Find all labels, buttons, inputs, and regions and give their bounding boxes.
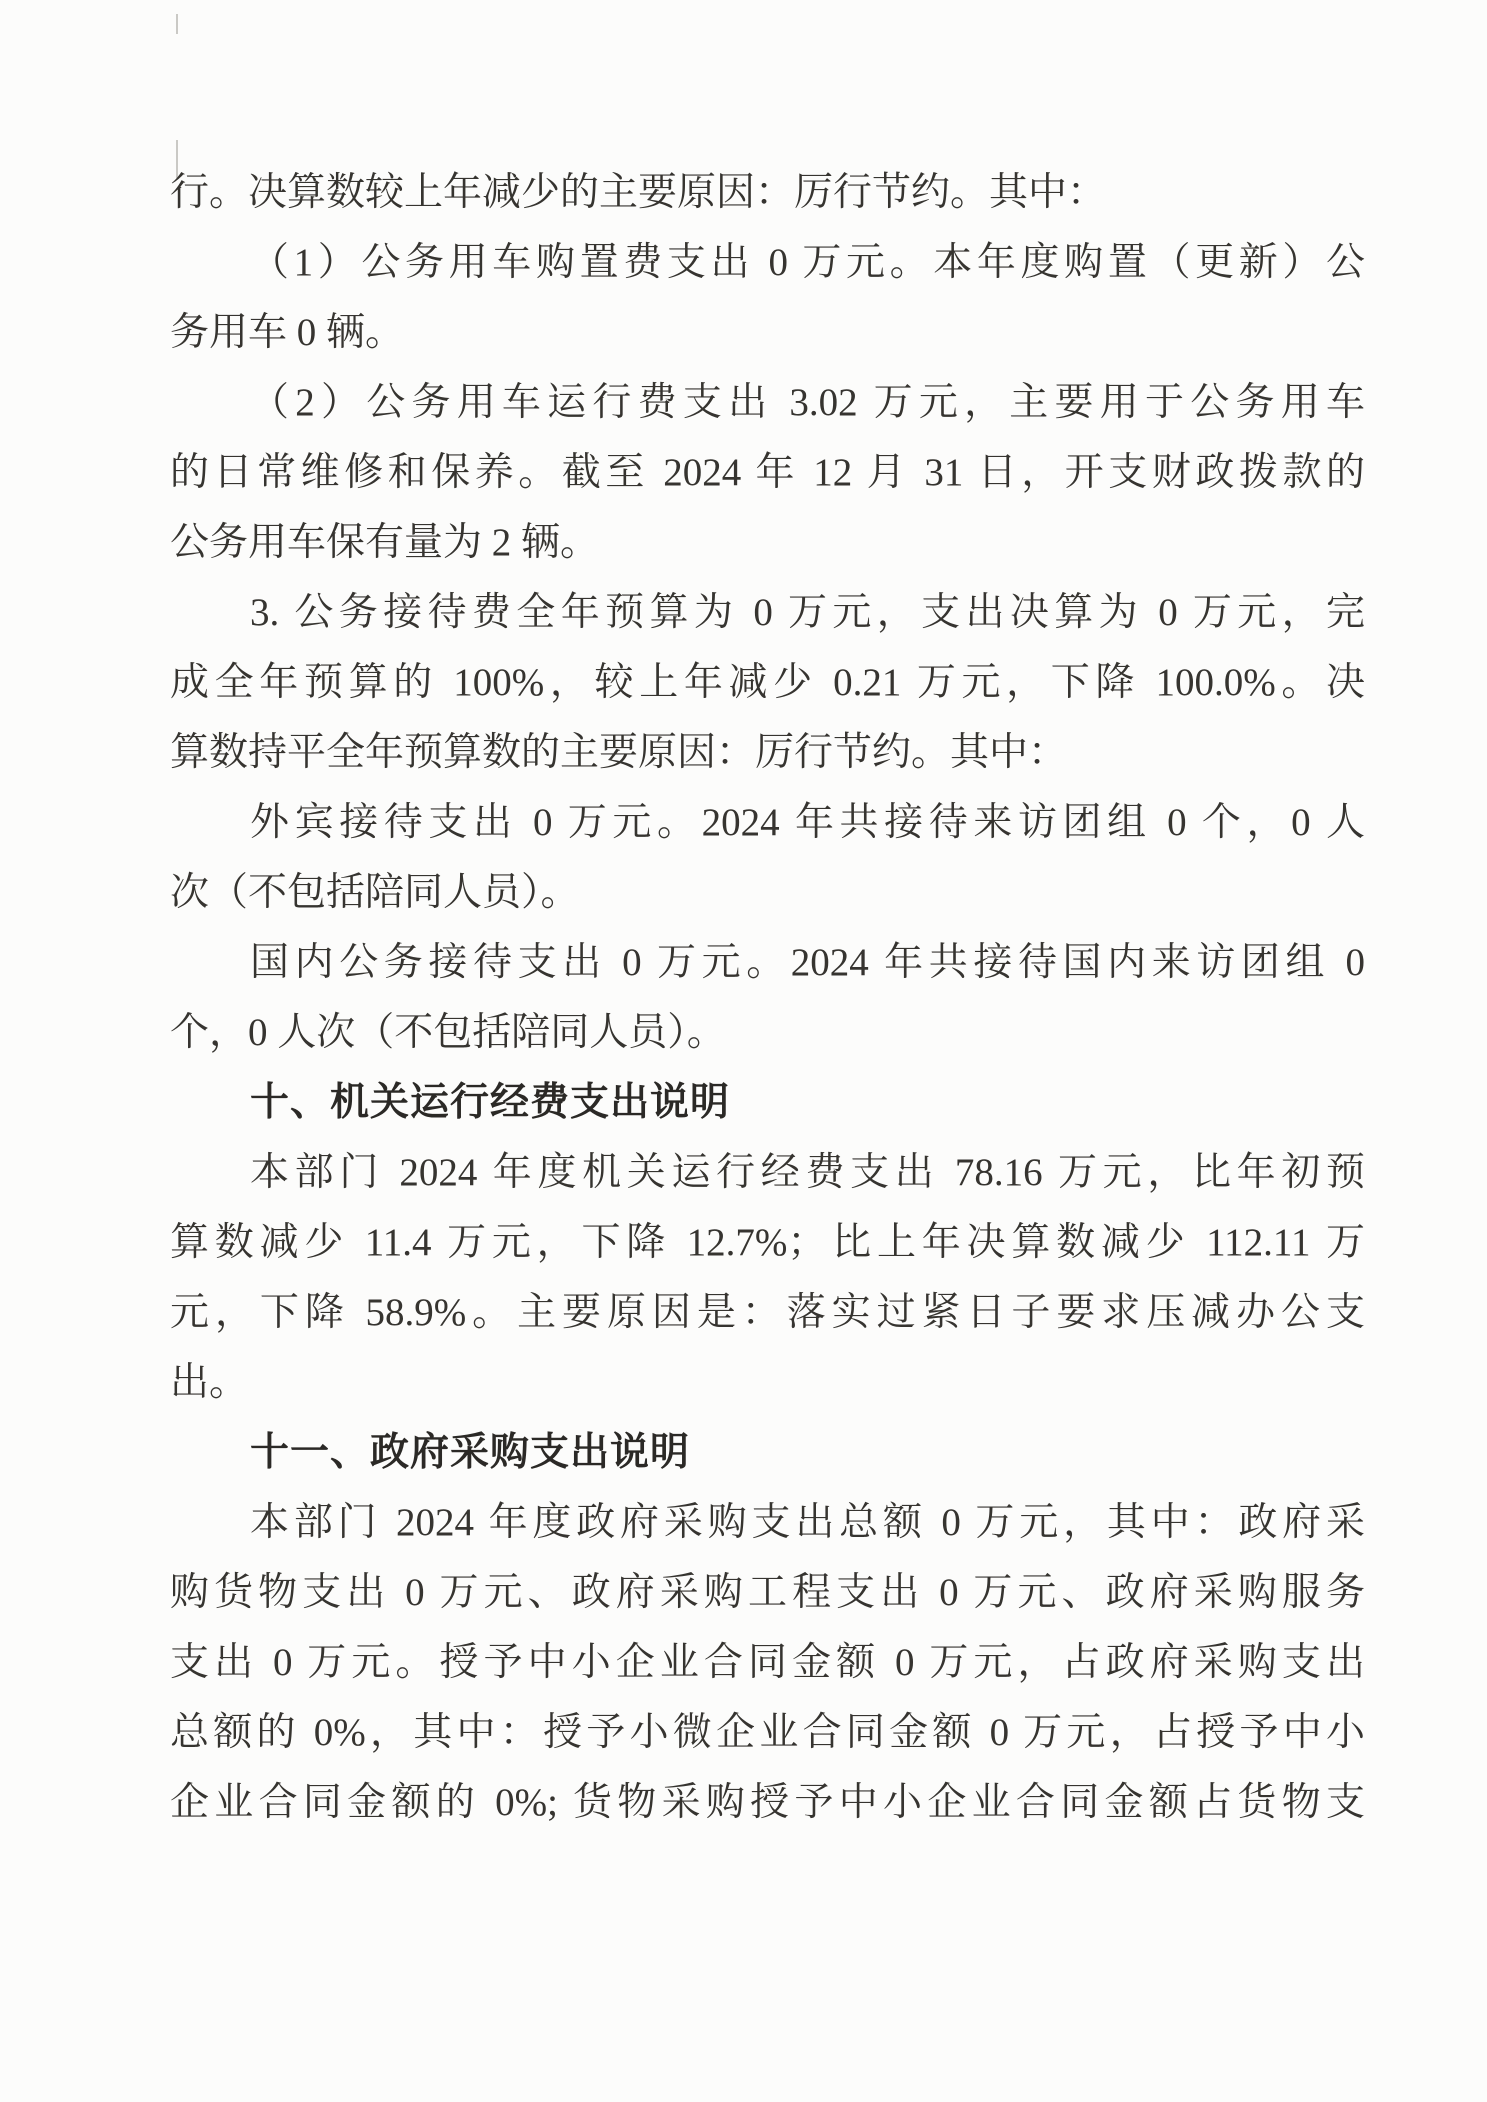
text-line: 的日常维修和保养。截至 2024 年 12 月 31 日，开支财政拨款的	[170, 451, 1365, 494]
text-line: 公务用车保有量为 2 辆。	[170, 521, 600, 564]
text-line: 务用车 0 辆。	[170, 311, 405, 354]
text-line: 国内公务接待支出 0 万元。2024 年共接待国内来访团组 0	[250, 941, 1365, 984]
section-heading: 十一、政府采购支出说明	[250, 1431, 691, 1474]
section-heading: 十、机关运行经费支出说明	[250, 1081, 731, 1124]
text-line: 支出 0 万元。授予中小企业合同金额 0 万元，占政府采购支出	[170, 1641, 1365, 1684]
text-line: 出。	[170, 1361, 249, 1404]
text-line: 成全年预算的 100%，较上年减少 0.21 万元，下降 100.0%。决	[170, 661, 1365, 704]
document-body	[170, 158, 1365, 1838]
text-line: 本部门 2024 年度机关运行经费支出 78.16 万元，比年初预	[250, 1151, 1365, 1194]
text-line: 次（不包括陪同人员）。	[170, 871, 580, 914]
text-line: 3. 公务接待费全年预算为 0 万元，支出决算为 0 万元，完	[250, 591, 1365, 634]
text-line: 个，0 人次（不包括陪同人员）。	[170, 1011, 726, 1054]
scan-artifact-mark	[176, 14, 178, 34]
text-line: （1）公务用车购置费支出 0 万元。本年度购置（更新）公	[250, 241, 1365, 284]
text-line: 购货物支出 0 万元、政府采购工程支出 0 万元、政府采购服务	[170, 1571, 1365, 1614]
text-line: 算数持平全年预算数的主要原因：厉行节约。其中：	[170, 731, 1068, 774]
text-line: 企业合同金额的 0%; 货物采购授予中小企业合同金额占货物支	[170, 1781, 1365, 1824]
text-line: 总额的 0%，其中：授予小微企业合同金额 0 万元，占授予中小	[170, 1711, 1365, 1754]
text-line: 本部门 2024 年度政府采购支出总额 0 万元，其中：政府采	[250, 1501, 1365, 1544]
text-line: 外宾接待支出 0 万元。2024 年共接待来访团组 0 个，0 人	[250, 801, 1365, 844]
text-line: （2）公务用车运行费支出 3.02 万元，主要用于公务用车	[250, 381, 1365, 424]
text-line: 元，下降 58.9%。主要原因是：落实过紧日子要求压减办公支	[170, 1291, 1365, 1334]
text-line: 行。决算数较上年减少的主要原因：厉行节约。其中：	[170, 171, 1107, 214]
text-line: 算数减少 11.4 万元，下降 12.7%；比上年决算数减少 112.11 万	[170, 1221, 1365, 1264]
